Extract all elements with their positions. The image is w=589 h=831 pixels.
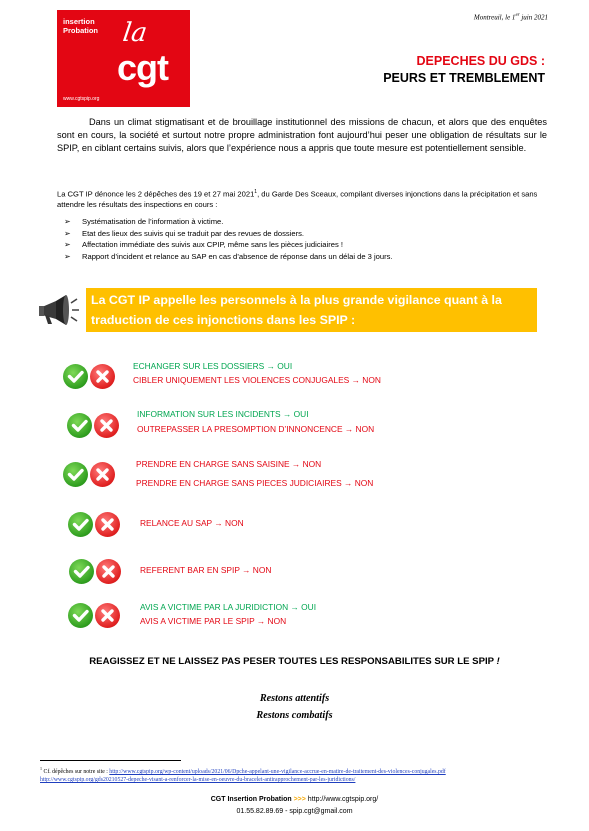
cross-icon (90, 364, 115, 389)
row-4-no: RELANCE AU SAP → NON (140, 518, 244, 528)
footnote-link-1[interactable]: http://www.cgtspip.org/wp-content/uploads/2021/06/Dpche-appelant-une-vigilance-accrue-en-matire-de-traitement-des-violences-conjugales.pdf (109, 768, 446, 775)
logo-url: www.cgtspip.org (63, 96, 100, 102)
footnote-separator (40, 760, 181, 761)
list-item: ➢ Systématisation de l’information à victime. (64, 217, 224, 226)
check-icon (68, 603, 93, 628)
cross-icon (94, 413, 119, 438)
title-line-2: PEURS ET TREMBLEMENT (383, 71, 545, 85)
injunction-list (64, 216, 544, 262)
closing-line-2: Restons combatifs (256, 710, 333, 721)
callout-banner: La CGT IP appelle les personnels à la plus grande vigilance quant à la traduction de ces injonctions dans les SPIP : (86, 288, 537, 332)
closing-line-1: Restons attentifs (259, 693, 330, 704)
row-1-yes: ECHANGER SUR LES DOSSIERS → OUI (133, 361, 293, 371)
check-cross-pair (69, 559, 121, 584)
footer-contact: 01.55.82.89.69 - spip.cgt@gmail.com (236, 808, 353, 815)
list-item: ➢ Etat des lieux des suivis qui se traduit par des revues de dossiers. (64, 228, 305, 238)
check-cross-pair (63, 462, 115, 487)
arrow-bullet-icon: ➢ (64, 240, 71, 250)
row-6-no: AVIS A VICTIME PAR LE SPIP → NON (140, 616, 287, 626)
check-icon (69, 559, 94, 584)
check-icon (67, 413, 92, 438)
row-6-yes: AVIS A VICTIME PAR LA JURIDICTION → OUI (140, 602, 317, 612)
cgt-logo (57, 10, 190, 107)
footnote: $^1$ Cf. dépêches sur notre site : http://www.cgtspip.org/wp-content/uploads/2021/06/Dpche-appelant-une-vigilance-accrue-en-matire-de-traitement-des-violences-conjugales.pdf http://www.cgtspip.org/gds20210527-depeche-visant-a-renforcer-la-mise-en-oeuvre-du-bracelet-antirapprochement-par-les-juridictions/ (40, 766, 446, 784)
title-line-1: DEPECHES DU GDS : (416, 54, 545, 68)
chevrons-icon: >>> (293, 796, 306, 803)
cross-icon (95, 603, 120, 628)
row-3-no-1: PRENDRE EN CHARGE SANS SAISINE → NON (136, 459, 322, 469)
check-icon (63, 364, 88, 389)
logo-cgt: cgt (117, 47, 168, 88)
cross-icon (90, 462, 115, 487)
intro-paragraph: Dans un climat stigmatisant et de brouillage institutionnel des missions de chacun, et alors que des enquêtes sont en cours, la société et surtout notre propre administration font aujourd’hui peser une obligation de résultats sur le SPIP, en ciblant certains suivis, alors que l’expérience nous a appris que toute mesure est potentiellement sensible. (57, 117, 547, 154)
row-2-yes: INFORMATION SUR LES INCIDENTS → OUI (137, 409, 309, 419)
row-5-no: REFERENT BAR EN SPIP → NON (140, 565, 272, 575)
logo-subtitle: insertion Probation (63, 17, 98, 35)
check-icon (68, 512, 93, 537)
footer-site-link[interactable]: http://www.cgtspip.org/ (305, 796, 379, 803)
arrow-bullet-icon: ➢ (64, 251, 71, 261)
denonce-paragraph: La CGT IP dénonce les 2 dépêches des 19 et 27 mai 2021$^1$, du Garde Des Sceaux, compilant diverses injonctions dans la précipitation et sans attendre les résultats des inspections en cours : (57, 189, 538, 210)
footnote-link-2[interactable]: http://www.cgtspip.org/gds20210527-depeche-visant-a-renforcer-la-mise-en-oeuvre-du-bracelet-antirapprochement-par-les-juridictions/ (40, 777, 356, 784)
list-item: ➢ Affectation immédiate des suivis aux CPIP, même sans les pièces judiciaires ! (64, 240, 343, 250)
check-icon (63, 462, 88, 487)
list-item: ➢ Rapport d’incident et relance au SAP en cas d’absence de réponse dans un délai de 3 jours. (64, 251, 393, 261)
row-3-no-2: PRENDRE EN CHARGE SANS PIECES JUDICIAIRES → NON (136, 478, 374, 488)
check-cross-pair (68, 603, 120, 628)
arrow-bullet-icon: ➢ (64, 217, 71, 226)
megaphone-icon (36, 291, 80, 331)
cross-icon (95, 512, 120, 537)
row-1-no: CIBLER UNIQUEMENT LES VIOLENCES CONJUGALES → NON (133, 375, 381, 385)
check-cross-pair (63, 364, 115, 389)
check-cross-pair (68, 512, 120, 537)
footer-org: CGT Insertion Probation >>> http://www.cgtspip.org/ (210, 796, 379, 803)
logo-la: la (120, 18, 149, 48)
arrow-bullet-icon: ➢ (64, 228, 71, 238)
row-2-no: OUTREPASSER LA PRESOMPTION D’INNONCENCE → NON (137, 424, 375, 434)
document-date: Montreuil, le 1er juin 2021 (473, 13, 548, 22)
call-to-action: REAGISSEZ ET NE LAISSEZ PAS PESER TOUTES LES RESPONSABILITES SUR LE SPIP ! (89, 656, 500, 667)
check-cross-pair (67, 413, 119, 438)
cross-icon (96, 559, 121, 584)
